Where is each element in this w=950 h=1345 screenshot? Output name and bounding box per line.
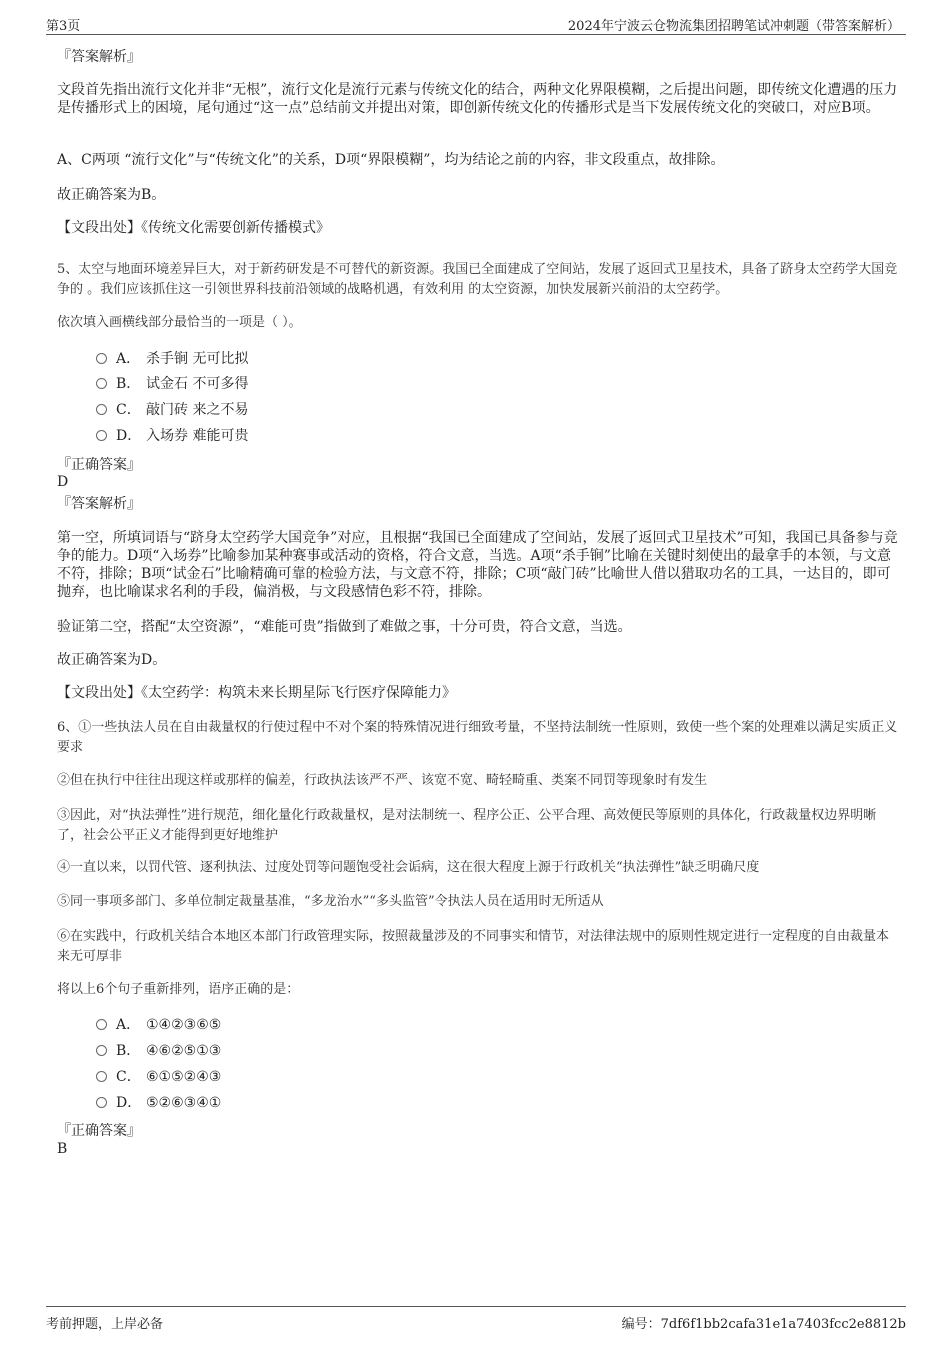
q6-sentence-3: ③因此，对“执法弹性”进行规范，细化量化行政裁量权，是对法制统一、程序公正、公平合理、高效便民等原则的具体化，行政裁量权边界明晰了，社会公平正义才能得到更好地维护: [57, 808, 877, 843]
q5-analysis-p2: 验证第二空，搭配“太空资源”，“难能可贵”指做到了难做之事，十分可贵，符合文意，当选。: [57, 619, 632, 635]
page-number: 第3页: [46, 19, 81, 34]
footer-slogan: 考前押题，上岸必备: [46, 1317, 164, 1332]
q4-source: 【文段出处】《传统文化需要创新传播模式》: [57, 220, 330, 236]
q5-option-a[interactable]: A． 杀手锏 无可比拟: [96, 349, 248, 369]
q5-answer: D: [57, 474, 69, 490]
q5-analysis-p1: 第一空，所填词语与“跻身太空药学大国竞争”对应，且根据“我国已全面建成了空间站，发展了返回式卫星技术”可知，我国已具备参与竞争的能力。D项“入场券”比喻参加某种赛事或活动的资格，符合文意，当选。A项“杀手锏”比喻在关键时刻使出的最拿手的本领，与文意不符，排除；B项“试金石”比喻精确可靠的检验方法，与文意不符，排除；C项“敲门砖”比喻世人借以猎取功名的工具，一达目的，即可抛弃，也比喻谋求名利的手段，偏消极，与文段感情色彩不符，排除。: [57, 530, 898, 600]
q6-sentence-2: ②但在执行中往往出现这样或那样的偏差，行政执法该严不严、该宽不宽、畸轻畸重、类案不同罚等现象时有发生: [57, 773, 708, 788]
page-header: [46, 10, 906, 35]
q4-analysis-p1: 文段首先指出流行文化并非“无根”，流行文化是流行元素与传统文化的结合，两种文化界限模糊，之后提出问题，即传统文化遭遇的压力是传播形式上的困境，尾句通过“这一点”总结前文并提出对策，即创新传统文化的传播形式是当下发展传统文化的突破口，对应B项。: [57, 82, 898, 116]
q4-analysis-label: 『答案解析』: [57, 49, 141, 65]
radio-icon[interactable]: [96, 1045, 107, 1056]
radio-icon[interactable]: [96, 430, 107, 441]
q6-prompt: 将以上6个句子重新排列，语序正确的是：: [57, 982, 300, 997]
radio-icon[interactable]: [96, 1071, 107, 1082]
radio-icon[interactable]: [96, 1097, 107, 1108]
q4-analysis-p2: A、C两项 “流行文化”与“传统文化”的关系，D项“界限模糊”，均为结论之前的内容，非文段重点，故排除。: [57, 152, 725, 168]
q5-answer-label: 『正确答案』: [57, 457, 141, 473]
q5-option-b[interactable]: B． 试金石 不可多得: [96, 374, 248, 394]
q5-prompt: 依次填入画横线部分最恰当的一项是（ ）。: [57, 315, 302, 330]
q5-source: 【文段出处】《太空药学：构筑未来长期星际飞行医疗保障能力》: [57, 685, 456, 701]
q6-sentence-5: ⑤同一事项多部门、多单位制定裁量基准，“多龙治水”“多头监管”令执法人员在适用时无所适从: [57, 894, 604, 909]
document-code: 编号：7df6f1bb2cafa31e1a7403fcc2e8812b: [621, 1317, 906, 1332]
q5-stem: 5、太空与地面环境差异巨大，对于新药研发是不可替代的新资源。我国已全面建成了空间站，发展了返回式卫星技术，具备了跻身太空药学大国竞争的 。我们应该抓住这一引领世界科技前沿领域的战略机遇，有效利用 的太空资源，加快发展新兴前沿的太空药学。: [57, 262, 898, 297]
q6-option-c[interactable]: C． ⑥①⑤②④③: [96, 1067, 221, 1087]
radio-icon[interactable]: [96, 404, 107, 415]
radio-icon[interactable]: [96, 353, 107, 364]
radio-icon[interactable]: [96, 1019, 107, 1030]
q6-sentence-6: ⑥在实践中，行政机关结合本地区本部门行政管理实际，按照裁量涉及的不同事实和情节，对法律法规中的原则性规定进行一定程度的自由裁量本来无可厚非: [57, 929, 890, 964]
q5-analysis-p3: 故正确答案为D。: [57, 652, 167, 668]
q6-option-d[interactable]: D． ⑤②⑥③④①: [96, 1093, 221, 1113]
q6-sentence-1: 6、①一些执法人员在自由裁量权的行使过程中不对个案的特殊情况进行细致考量，不坚持法制统一性原则，致使一些个案的处理难以满足实质正义要求: [57, 720, 898, 755]
q5-option-c[interactable]: C． 敲门砖 来之不易: [96, 400, 248, 420]
page-footer: [46, 1306, 906, 1335]
q4-analysis-p3: 故正确答案为B。: [57, 187, 166, 203]
q5-analysis-label: 『答案解析』: [57, 496, 141, 512]
q6-answer-label: 『正确答案』: [57, 1123, 141, 1139]
q6-answer: B: [57, 1141, 68, 1157]
q5-option-d[interactable]: D． 入场券 难能可贵: [96, 426, 248, 446]
q6-option-b[interactable]: B． ④⑥②⑤①③: [96, 1041, 221, 1061]
radio-icon[interactable]: [96, 378, 107, 389]
q6-option-a[interactable]: A． ①④②③⑥⑤: [96, 1015, 221, 1035]
document-title: 2024年宁波云仓物流集团招聘笔试冲刺题（带答案解析）: [567, 19, 900, 34]
q6-sentence-4: ④一直以来，以罚代管、逐利执法、过度处罚等问题饱受社会诟病，这在很大程度上源于行政机关“执法弹性”缺乏明确尺度: [57, 860, 760, 875]
